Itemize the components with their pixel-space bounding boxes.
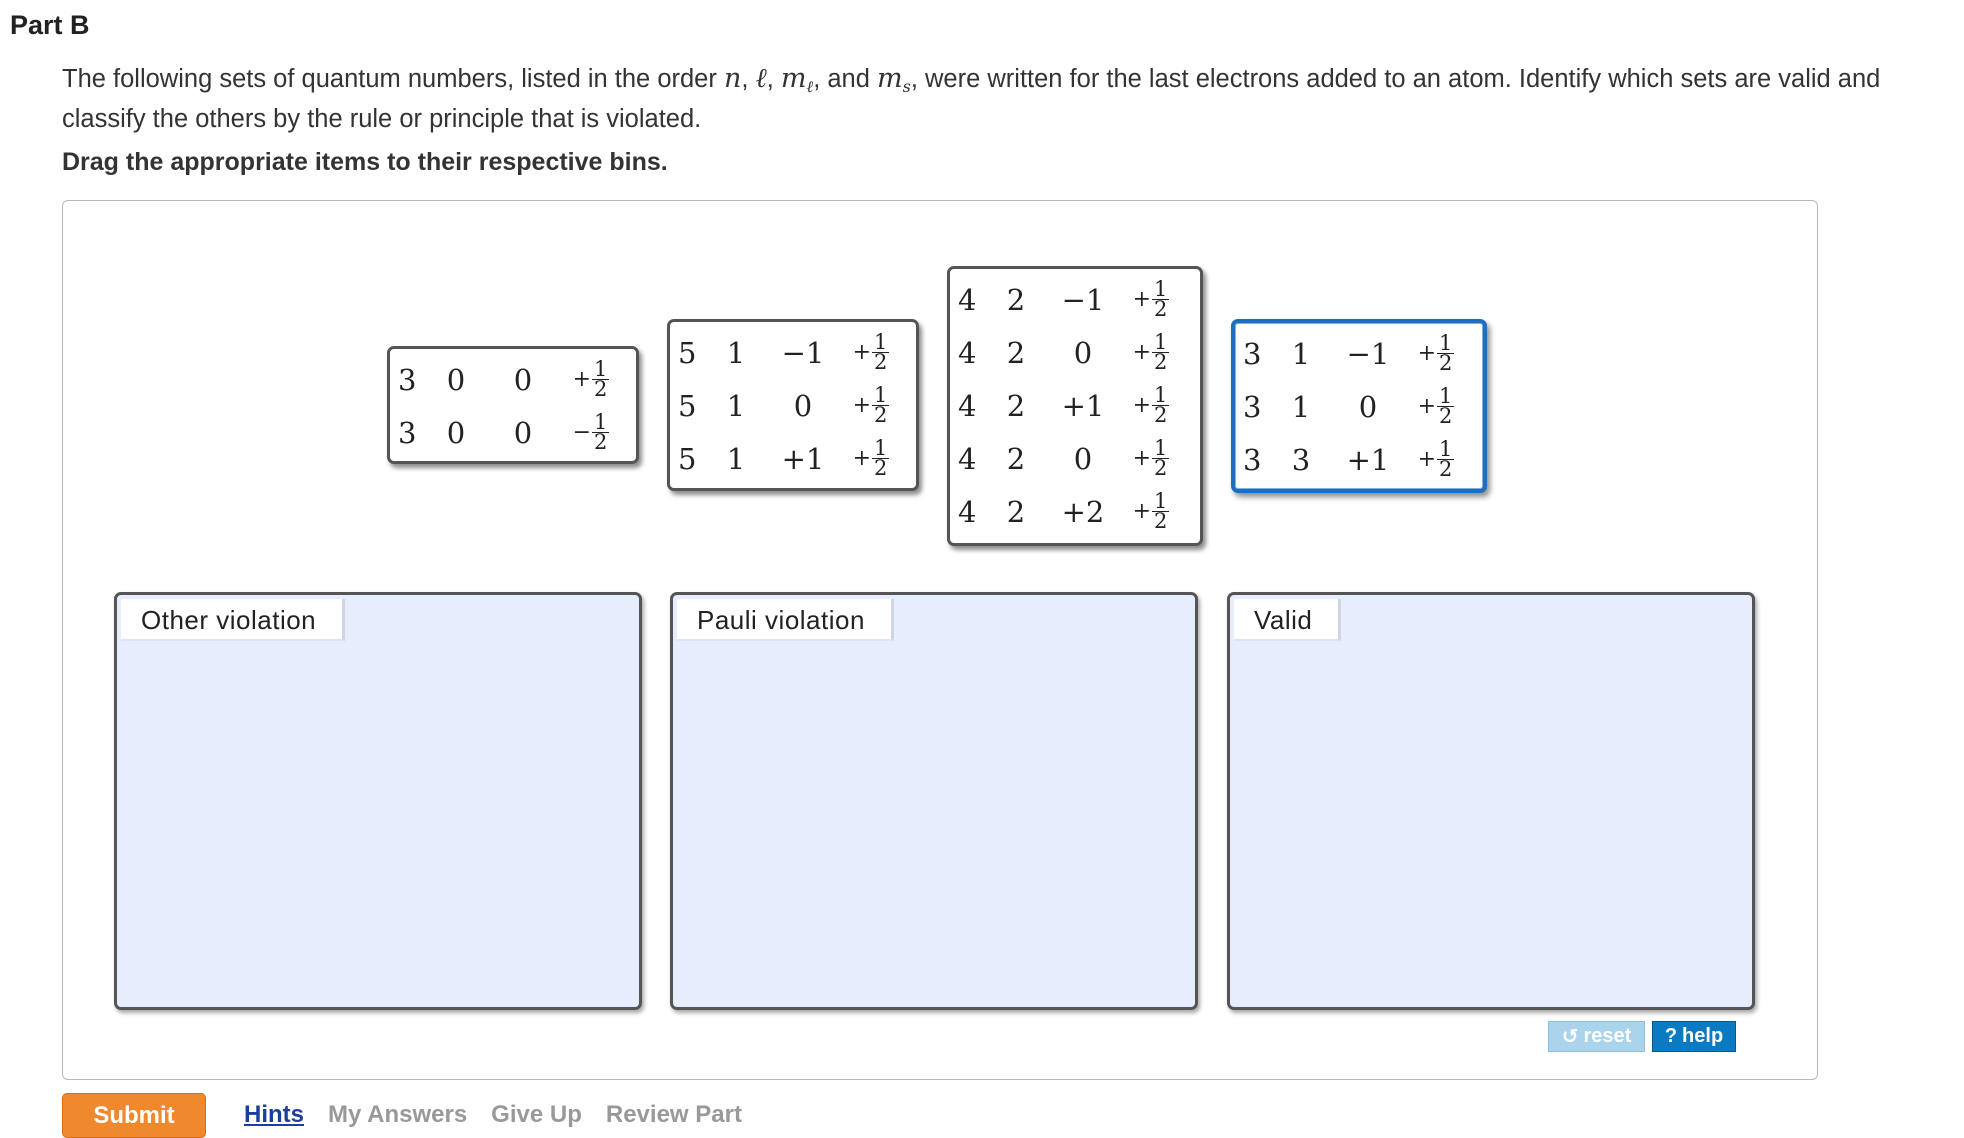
ml-value: +2 [1061, 494, 1105, 529]
fraction-denominator: 2 [874, 350, 888, 374]
fraction-denominator: 2 [594, 377, 608, 401]
symbol-ms-subscript: s [902, 77, 911, 96]
reset-button[interactable] [1548, 1021, 1645, 1052]
question-prompt [62, 62, 1952, 136]
fraction-numerator: 1 [1154, 489, 1168, 513]
quantum-set-row [950, 432, 1200, 485]
ms-sign: − [572, 420, 592, 445]
quantum-set-tile[interactable] [947, 266, 1203, 546]
quantum-set-tile-selected[interactable] [1231, 319, 1487, 493]
symbol-ml-subscript: ℓ [806, 77, 814, 96]
l-value: 2 [1006, 494, 1026, 529]
ms-fraction [1152, 489, 1169, 533]
fraction-numerator: 1 [1154, 383, 1168, 407]
quantum-set-row [1235, 327, 1483, 380]
ms-value [1403, 331, 1469, 375]
quantum-set-row [1235, 380, 1483, 433]
ms-value [838, 436, 904, 480]
reset-label: reset [1583, 1025, 1632, 1047]
ms-sign: + [852, 340, 872, 365]
l-value: 2 [1006, 441, 1026, 476]
hints-link[interactable]: Hints [244, 1101, 304, 1128]
l-value: 1 [1291, 336, 1311, 371]
help-icon: ? [1664, 1025, 1678, 1047]
fraction-numerator: 1 [874, 330, 888, 354]
fraction-denominator: 2 [1154, 456, 1168, 480]
l-value: 0 [446, 415, 466, 450]
symbol-ms: m [877, 63, 903, 94]
n-value: 4 [958, 335, 977, 370]
ms-sign: + [1417, 394, 1437, 419]
ms-fraction [592, 410, 609, 454]
ml-value: −1 [781, 335, 825, 370]
n-value: 4 [958, 441, 977, 476]
review-part-link[interactable]: Review Part [605, 1101, 742, 1128]
fraction-numerator: 1 [874, 436, 888, 460]
help-button[interactable] [1652, 1021, 1736, 1052]
ml-value: −1 [1346, 336, 1390, 371]
n-value: 4 [958, 388, 977, 423]
ms-value [1403, 437, 1469, 481]
quantum-set-row [670, 379, 916, 432]
fraction-denominator: 2 [1154, 350, 1168, 374]
quantum-set-row [670, 326, 916, 379]
ms-value [1118, 330, 1184, 374]
n-value: 3 [398, 415, 417, 450]
l-value: 2 [1006, 335, 1026, 370]
symbol-n: n [723, 63, 742, 94]
l-value: 0 [446, 362, 466, 397]
answer-links [244, 1101, 742, 1129]
ms-fraction [1152, 383, 1169, 427]
ms-fraction [1437, 384, 1454, 428]
quantum-set-row [950, 326, 1200, 379]
n-value: 3 [1243, 442, 1262, 477]
l-value: 2 [1006, 388, 1026, 423]
prompt-separator: , [741, 65, 756, 93]
ms-fraction [1437, 437, 1454, 481]
bin-pauli-violation[interactable] [670, 592, 1198, 1010]
quantum-set-row [950, 485, 1200, 538]
quantum-set-row [950, 273, 1200, 326]
ms-fraction [1152, 436, 1169, 480]
quantum-set-tile[interactable] [387, 346, 639, 464]
ms-fraction [872, 436, 889, 480]
symbol-l: ℓ [755, 63, 767, 94]
fraction-denominator: 2 [874, 403, 888, 427]
ml-value: −1 [1061, 282, 1105, 317]
symbol-ml: m [780, 63, 807, 94]
bin-other-violation[interactable] [114, 592, 642, 1010]
l-value: 1 [1291, 389, 1311, 424]
fraction-denominator: 2 [594, 430, 608, 454]
ms-fraction [1152, 277, 1169, 321]
ms-sign: + [1132, 340, 1152, 365]
ms-sign: + [572, 367, 592, 392]
ms-value [1118, 436, 1184, 480]
ms-sign: + [1132, 393, 1152, 418]
ml-value: +1 [1061, 388, 1105, 423]
fraction-numerator: 1 [1439, 384, 1453, 408]
ms-value [838, 330, 904, 374]
ml-value: 0 [513, 362, 533, 397]
n-value: 4 [958, 494, 977, 529]
fraction-numerator: 1 [594, 357, 608, 381]
part-title: Part B [10, 10, 90, 40]
reset-icon: ↺ [1561, 1026, 1579, 1048]
help-label: help [1682, 1025, 1724, 1047]
ms-fraction [872, 383, 889, 427]
l-value: 3 [1291, 442, 1311, 477]
ms-value [558, 410, 624, 454]
ms-fraction [1437, 331, 1454, 375]
give-up-link[interactable]: Give Up [491, 1101, 582, 1128]
ml-value: 0 [1073, 335, 1093, 370]
ml-value: +1 [781, 441, 825, 476]
fraction-denominator: 2 [874, 456, 888, 480]
my-answers-link[interactable]: My Answers [328, 1101, 468, 1128]
prompt-separator: , and [813, 65, 878, 93]
n-value: 3 [1243, 389, 1262, 424]
quantum-set-row [670, 432, 916, 485]
ml-value: 0 [1073, 441, 1093, 476]
ml-value: +1 [1346, 442, 1390, 477]
l-value: 1 [726, 388, 746, 423]
prompt-text-before: The following sets of quantum numbers, listed in the order [62, 65, 724, 93]
bin-label: Other violation [121, 599, 345, 641]
fraction-denominator: 2 [1154, 297, 1168, 321]
prompt-text-after: , were written for the last electrons added to an atom. Identify which sets are valid and classify the others by the rule or principle that is violated. [62, 65, 1881, 133]
fraction-numerator: 1 [594, 410, 608, 434]
fraction-numerator: 1 [1154, 436, 1168, 460]
l-value: 1 [726, 441, 746, 476]
fraction-denominator: 2 [1439, 351, 1453, 375]
fraction-numerator: 1 [1154, 277, 1168, 301]
bin-valid[interactable] [1227, 592, 1755, 1010]
ms-sign: + [852, 446, 872, 471]
ms-value [558, 357, 624, 401]
ms-value [1118, 277, 1184, 321]
fraction-denominator: 2 [1154, 403, 1168, 427]
fraction-numerator: 1 [874, 383, 888, 407]
n-value: 3 [1243, 336, 1262, 371]
ms-fraction [872, 330, 889, 374]
bin-label: Pauli violation [677, 599, 894, 641]
n-value: 5 [678, 441, 697, 476]
quantum-set-row [950, 379, 1200, 432]
n-value: 3 [398, 362, 417, 397]
ms-sign: + [1417, 447, 1437, 472]
n-value: 5 [678, 335, 697, 370]
ms-value [1118, 383, 1184, 427]
fraction-numerator: 1 [1439, 437, 1453, 461]
fraction-numerator: 1 [1439, 331, 1453, 355]
ml-value: 0 [1358, 389, 1378, 424]
ms-sign: + [1132, 287, 1152, 312]
submit-button[interactable]: Submit [62, 1093, 206, 1138]
ms-value [1403, 384, 1469, 428]
prompt-separator: , [766, 65, 781, 93]
n-value: 4 [958, 282, 977, 317]
ms-fraction [592, 357, 609, 401]
ms-value [838, 383, 904, 427]
ms-sign: + [852, 393, 872, 418]
fraction-denominator: 2 [1154, 509, 1168, 533]
n-value: 5 [678, 388, 697, 423]
ms-sign: + [1132, 499, 1152, 524]
bin-label: Valid [1234, 599, 1341, 641]
fraction-denominator: 2 [1439, 457, 1453, 481]
quantum-set-tile[interactable] [667, 319, 919, 491]
fraction-denominator: 2 [1439, 404, 1453, 428]
ml-value: 0 [793, 388, 813, 423]
ms-fraction [1152, 330, 1169, 374]
ms-sign: + [1417, 341, 1437, 366]
l-value: 1 [726, 335, 746, 370]
ms-sign: + [1132, 446, 1152, 471]
fraction-numerator: 1 [1154, 330, 1168, 354]
ms-value [1118, 489, 1184, 533]
l-value: 2 [1006, 282, 1026, 317]
quantum-set-row [1235, 433, 1483, 486]
quantum-set-row [390, 353, 636, 406]
instruction-text: Drag the appropriate items to their respective bins. [62, 148, 668, 176]
quantum-set-row [390, 406, 636, 459]
ml-value: 0 [513, 415, 533, 450]
